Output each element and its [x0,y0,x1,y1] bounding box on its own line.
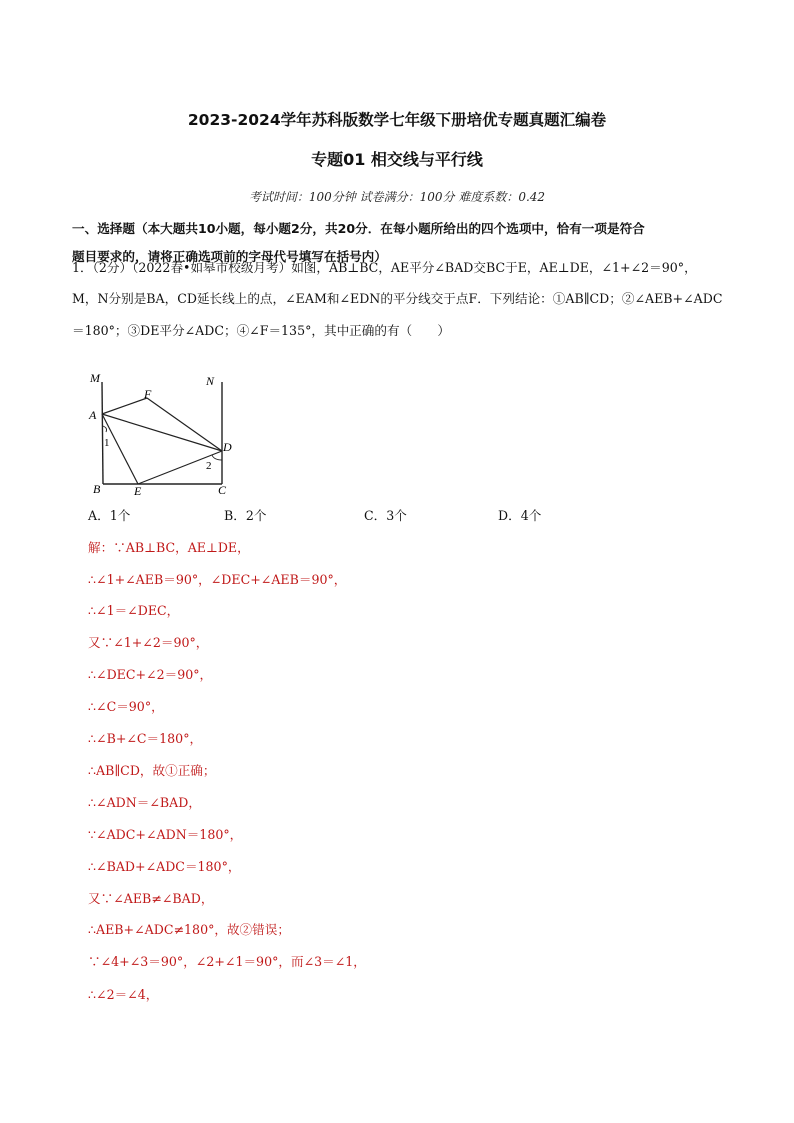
solution-line: ∴∠2＝∠4， [88,987,159,1002]
line-AD [102,414,222,451]
section-heading-line-1: 一、选择题（本大题共10小题，每小题2分，共20分．在每小题所给出的四个选项中，恰有一项是符合 [72,221,645,236]
section-heading-line-2: 题目要求的，请将正确选项前的字母代号填写在括号内） [72,249,387,264]
solution-line: 解：∵AB⊥BC，AE⊥DE， [88,540,250,555]
label-angle-2: 2 [206,460,212,472]
label-F: F [144,387,152,401]
line-AF [102,398,147,414]
solution-line: ∵∠ADC+∠ADN＝180°， [88,827,243,842]
label-N: N [206,374,215,388]
angle-2-arc [212,455,222,460]
label-B: B [93,482,101,496]
geometry-figure [86,368,246,500]
option-d: D．4个 [498,508,542,523]
option-c: C．3个 [364,508,407,523]
solution-line: ∴AEB+∠ADC≠180°，故②错误； [88,922,290,937]
line-AE [102,414,138,484]
label-D: D [223,440,232,454]
solution-line: ∴AB∥CD，故①正确； [88,763,216,778]
solution-line: 又∵∠AEB≠∠BAD， [88,891,214,906]
label-A: A [89,408,97,422]
solution-line: ∵∠4+∠3＝90°，∠2+∠1＝90°，而∠3＝∠1， [88,954,366,969]
solution-line: 又∵∠1+∠2＝90°， [88,635,209,650]
option-a: A．1个 [88,508,131,523]
solution-line: ∴∠1+∠AEB＝90°，∠DEC+∠AEB＝90°， [88,572,347,587]
exam-meta: 考试时间：100分钟 试卷满分：100分 难度系数：0.42 [248,190,546,204]
angle-1-arc [103,426,107,432]
label-C: C [218,483,227,497]
solution-line: ∴∠ADN＝∠BAD， [88,795,201,810]
label-M: M [90,371,100,385]
question-line-2: M，N分别是BA，CD延长线上的点，∠EAM和∠EDN的平分线交于点F．下列结论：①AB∥CD；②∠AEB+∠ADC [72,291,723,306]
answer-options [88,505,648,527]
label-angle-1: 1 [104,437,110,449]
solution-line: ∴∠BAD+∠ADC＝180°， [88,859,241,874]
line-MB [102,382,103,484]
solution-line: ∴∠DEC+∠2＝90°， [88,667,213,682]
question-line-1: 1．（2分）（2022春•如皋市校级月考）如图，AB⊥BC，AE平分∠BAD交BC于E，AE⊥DE，∠1+∠2＝90°， [72,260,697,275]
label-E: E [134,484,142,498]
solution-line: ∴∠B+∠C＝180°， [88,731,203,746]
solution-line: ∴∠1＝∠DEC， [88,603,180,618]
question-line-3: ＝180°；③DE平分∠ADC；④∠F＝135°，其中正确的有（ ） [72,323,450,338]
solution-line: ∴∠C＝90°， [88,699,164,714]
option-b: B．2个 [224,508,267,523]
document-subtitle: 专题01 相交线与平行线 [311,150,483,169]
document-title: 2023-2024学年苏科版数学七年级下册培优专题真题汇编卷 [187,111,607,129]
line-FD [147,398,222,451]
